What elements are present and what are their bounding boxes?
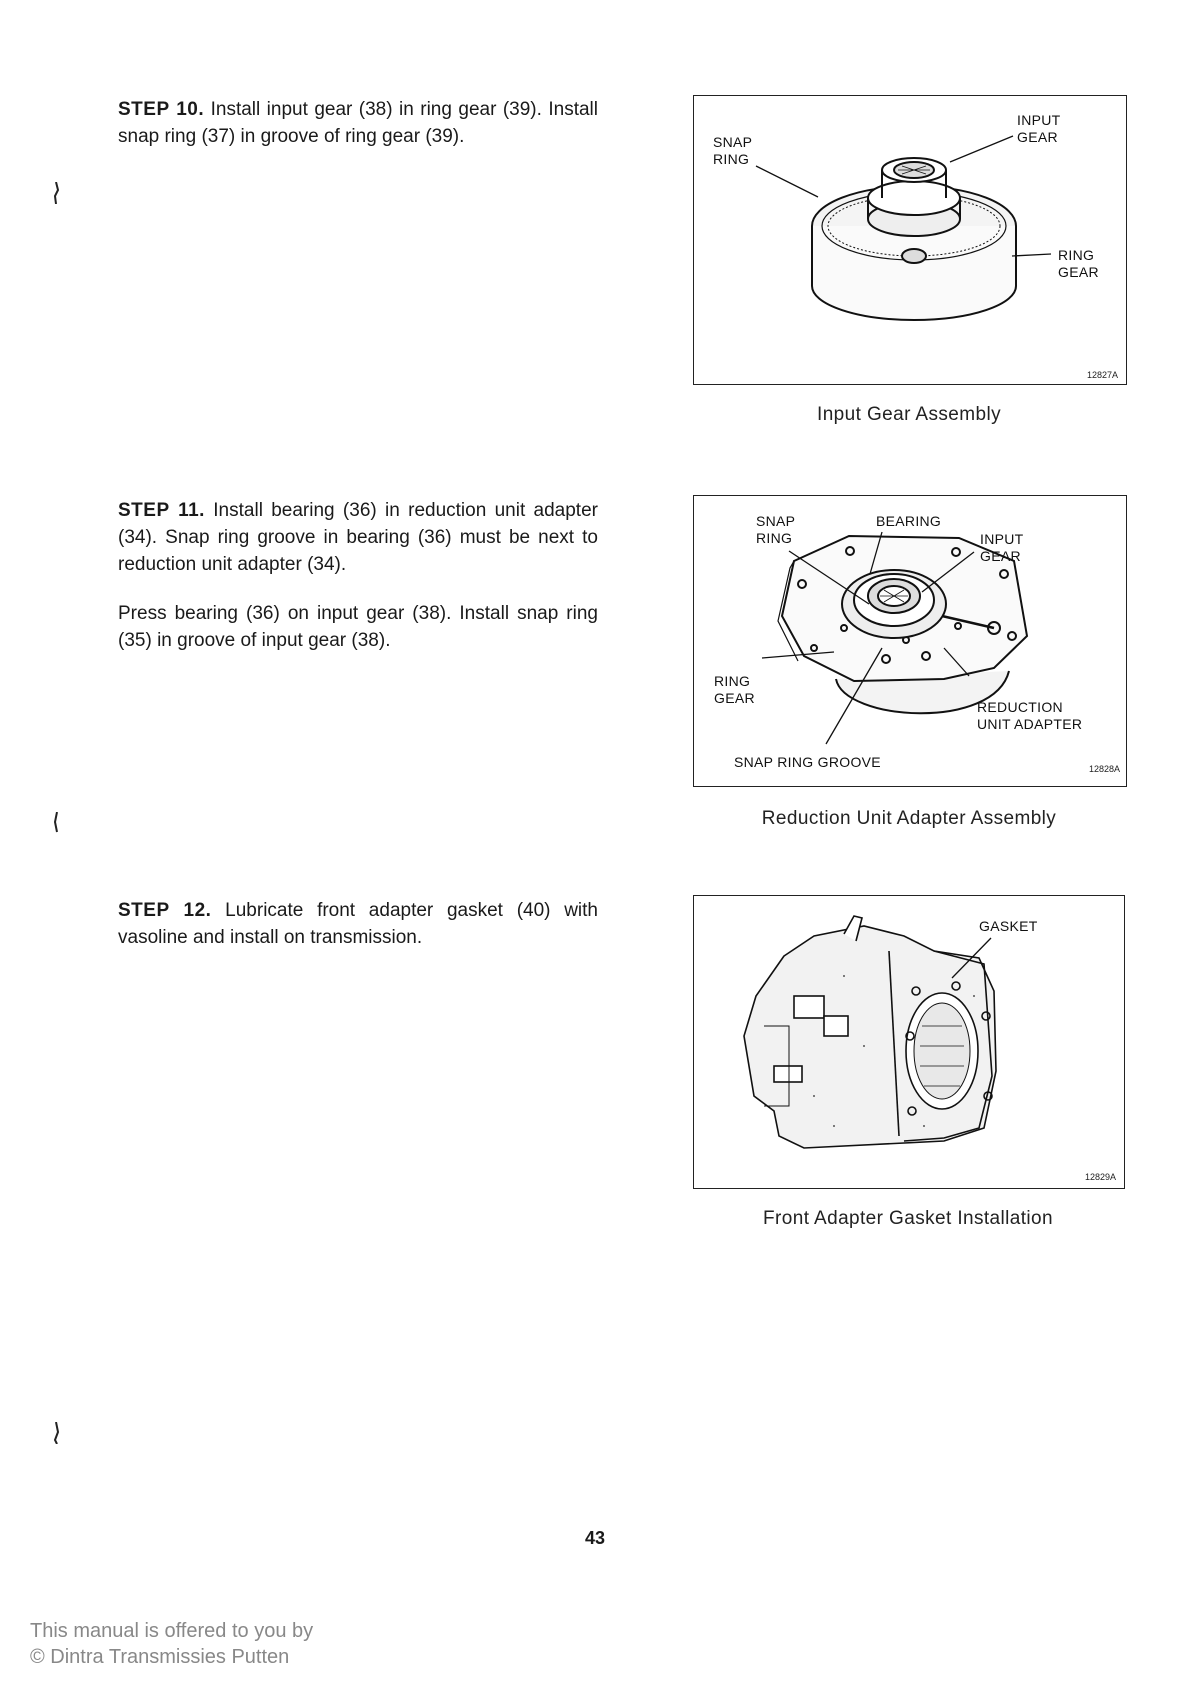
step-12-text — [118, 897, 598, 951]
step-label: STEP 11. — [118, 500, 205, 521]
label-ring-gear: RING GEAR — [1058, 247, 1099, 280]
label-input-gear: INPUT GEAR — [1017, 112, 1061, 145]
label-input-gear: INPUT GEAR — [980, 531, 1024, 564]
input-gear-illustration — [694, 96, 1126, 384]
page-number: 43 — [584, 1528, 606, 1548]
label-snap-ring: SNAP RING — [713, 134, 753, 167]
figure-code: 12828A — [1088, 764, 1120, 774]
label-gasket: GASKET — [979, 918, 1038, 934]
footer — [30, 1618, 313, 1670]
figure-code: 12829A — [1084, 1172, 1116, 1182]
step-10 — [118, 96, 598, 172]
step-paragraph: Install bearing (36) in reduction unit adapter (34). Snap ring groove in bearing (36) must be next to reduction unit adapter (34). — [118, 500, 598, 575]
step-paragraph: Lubricate front adapter gasket (40) with vasoline and install on transmission. — [118, 900, 598, 948]
figure-front-adapter-gasket-installation — [693, 895, 1125, 1189]
figure-caption: Reduction Unit Adapter Assembly — [761, 808, 1057, 829]
step-paragraph: Install input gear (38) in ring gear (39). Install snap ring (37) in groove of ring gear (39). — [118, 99, 598, 147]
figure-code: 12827A — [1086, 370, 1118, 380]
label-ring-gear: RING GEAR — [714, 673, 755, 706]
figure-input-gear-assembly — [693, 95, 1127, 385]
footer-line: © Dintra Transmissies Putten — [30, 1646, 290, 1668]
step-label: STEP 12. — [118, 900, 212, 921]
label-snap-ring: SNAP RING — [756, 513, 796, 546]
step-paragraph: Press bearing (36) on input gear (38). Install snap ring (35) in groove of input gear (38). — [118, 603, 598, 651]
figure-caption: Front Adapter Gasket Installation — [763, 1208, 1053, 1229]
figure-reduction-unit-adapter-assembly — [693, 495, 1127, 787]
label-snap-ring-groove: SNAP RING GROOVE — [734, 754, 881, 770]
margin-mark — [52, 182, 60, 204]
footer-line: This manual is offered to you by — [30, 1620, 314, 1642]
step-10-text — [118, 96, 598, 150]
step-label: STEP 10. — [118, 99, 205, 120]
step-11 — [118, 497, 598, 676]
label-bearing: BEARING — [876, 513, 942, 529]
figure-caption: Input Gear Assembly — [817, 404, 1001, 425]
margin-mark — [52, 812, 60, 834]
step-11-text — [118, 497, 598, 578]
step-12 — [118, 897, 598, 973]
margin-mark — [52, 1422, 60, 1444]
transmission-illustration — [694, 896, 1124, 1188]
label-reduction-unit-adapter: REDUCTION UNIT ADAPTER — [977, 699, 1083, 732]
